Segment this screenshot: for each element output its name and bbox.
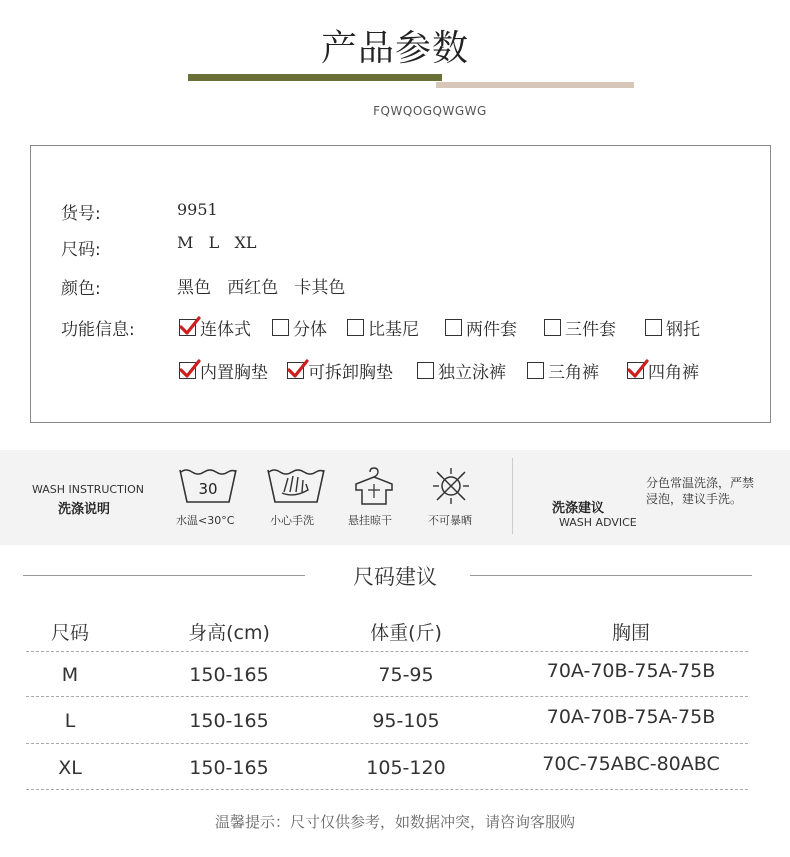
table-row-divider: [26, 789, 748, 790]
checkbox-empty-icon[interactable]: [272, 319, 289, 336]
checkbox-empty-icon[interactable]: [544, 319, 561, 336]
table-cell: XL: [58, 757, 82, 779]
size-table-header: 尺码: [50, 622, 89, 644]
param-size-value: M L XL: [177, 233, 257, 252]
svg-text:30: 30: [198, 480, 218, 498]
feature-option-label: 三角裤: [548, 363, 599, 383]
wash-30-icon: [178, 466, 238, 510]
wash-advice-text: 分色常温洗涤，严禁浸泡，建议手洗。: [646, 476, 755, 506]
feature-option-label: 比基尼: [368, 320, 419, 340]
table-row-divider: [26, 696, 748, 697]
checkbox-empty-icon[interactable]: [645, 319, 662, 336]
table-cell: 95-105: [372, 710, 440, 732]
table-cell: M: [61, 664, 79, 686]
wash-advice-en: WASH ADVICE: [559, 516, 637, 529]
param-color-label: 颜色:: [61, 279, 101, 299]
checkbox-empty-icon[interactable]: [445, 319, 462, 336]
hang-dry-caption: 悬挂晾干: [348, 514, 392, 527]
table-cell: 150-165: [189, 664, 269, 686]
checkbox-checked-icon[interactable]: [179, 319, 196, 336]
feature-option-label: 连体式: [200, 320, 251, 340]
feature-option[interactable]: [627, 358, 699, 383]
checkbox-empty-icon[interactable]: [527, 362, 544, 379]
table-cell: 150-165: [189, 757, 269, 779]
feature-option[interactable]: [527, 358, 599, 383]
hang-dry-icon: [352, 466, 396, 510]
wash-instruction-band: [0, 450, 790, 545]
checkbox-empty-icon[interactable]: [347, 319, 364, 336]
wash-divider: [512, 458, 513, 534]
hand-wash-caption: 小心手洗: [270, 514, 314, 527]
feature-option[interactable]: [287, 358, 393, 383]
page-subtitle: FQWQOGQWGWG: [373, 104, 487, 118]
feature-option-label: 两件套: [466, 320, 517, 340]
param-size-label: 尺码:: [61, 240, 101, 260]
feature-option-label: 分体: [293, 320, 327, 340]
checkbox-checked-icon[interactable]: [179, 362, 196, 379]
size-table-header: 身高(cm): [188, 622, 270, 644]
size-table-title: 尺码建议: [353, 565, 437, 589]
feature-option[interactable]: [645, 315, 700, 340]
feature-option-label: 钢托: [666, 320, 700, 340]
wash-advice-cn: 洗涤建议: [552, 501, 605, 516]
table-cell: 70A-70B-75A-75B: [546, 706, 716, 728]
feature-option[interactable]: [445, 315, 517, 340]
size-table-header: 体重(斤): [370, 622, 442, 644]
table-cell: 150-165: [189, 710, 269, 732]
checkbox-empty-icon[interactable]: [417, 362, 434, 379]
no-sun-caption: 不可暴晒: [428, 514, 472, 527]
feature-option-label: 三件套: [565, 320, 616, 340]
feature-option[interactable]: [179, 315, 251, 340]
feature-option[interactable]: [544, 315, 616, 340]
title-underline-beige: [436, 82, 634, 88]
param-features-label: 功能信息:: [61, 320, 135, 340]
wash-title-en: WASH INSTRUCTION: [32, 483, 144, 496]
feature-option[interactable]: [347, 315, 419, 340]
title-underline-green: [188, 74, 442, 81]
wash-title-cn: 洗涤说明: [58, 502, 111, 517]
param-sku-value: 9951: [177, 200, 218, 219]
feature-option[interactable]: [179, 358, 268, 383]
feature-option-label: 内置胸垫: [200, 363, 268, 383]
footer-note: 温馨提示：尺寸仅供参考，如数据冲突，请咨询客服购: [214, 813, 575, 831]
size-title-line-right: [470, 575, 752, 576]
table-row-divider: [26, 743, 748, 744]
param-color-value: 黑色 西红色 卡其色: [177, 278, 346, 298]
checkbox-checked-icon[interactable]: [627, 362, 644, 379]
params-box: [30, 145, 771, 423]
size-table-header: 胸围: [611, 622, 650, 644]
feature-option-label: 可拆卸胸垫: [308, 363, 393, 383]
table-cell: 70C-75ABC-80ABC: [542, 753, 720, 775]
hand-wash-icon: [266, 466, 326, 510]
feature-option-label: 独立泳裤: [438, 363, 506, 383]
page-title: 产品参数: [320, 28, 469, 69]
table-cell: 105-120: [366, 757, 446, 779]
table-cell: L: [64, 710, 76, 732]
wash-temp-caption: 水温<30°C: [176, 514, 235, 527]
table-cell: 70A-70B-75A-75B: [546, 660, 716, 682]
checkbox-checked-icon[interactable]: [287, 362, 304, 379]
feature-option-label: 四角裤: [648, 363, 699, 383]
feature-option[interactable]: [272, 315, 327, 340]
feature-option[interactable]: [417, 358, 506, 383]
table-cell: 75-95: [378, 664, 434, 686]
param-sku-label: 货号:: [61, 204, 101, 224]
no-sun-icon: [431, 466, 471, 510]
table-row-divider: [26, 651, 748, 652]
